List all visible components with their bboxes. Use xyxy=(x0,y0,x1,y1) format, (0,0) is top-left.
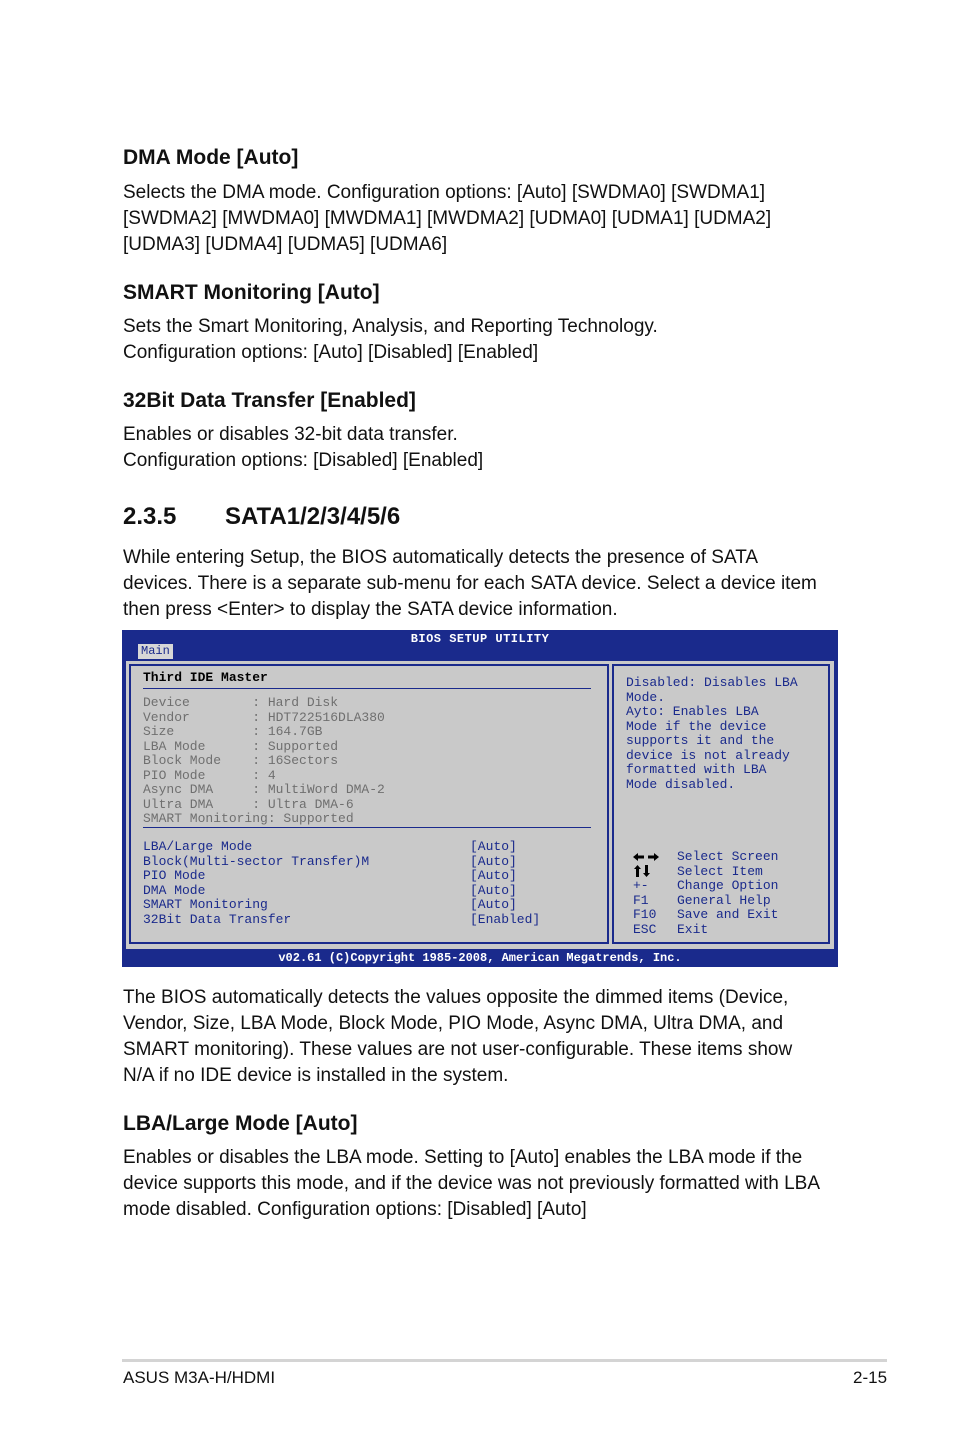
heading-title: SATA1/2/3/4/5/6 xyxy=(225,503,401,530)
help-line: supports it and the xyxy=(626,733,775,748)
text-line: [UDMA3] [UDMA4] [UDMA5] [UDMA6] xyxy=(123,234,448,255)
section-heading-sata xyxy=(123,503,400,531)
key-name: F10 xyxy=(633,907,657,922)
key-name: +- xyxy=(633,878,649,893)
setting-lba-large-mode[interactable]: LBA/Large Mode xyxy=(143,839,253,854)
key-action: Select Item xyxy=(677,863,763,879)
heading-number: 2.3.5 xyxy=(123,503,177,530)
help-line: Disabled: Disables LBA xyxy=(626,675,798,690)
setting-block-mode[interactable]: Block(Multi-sector Transfer)M xyxy=(143,853,370,869)
bios-screen xyxy=(122,630,838,967)
bios-body xyxy=(126,661,834,949)
setting-32bit-transfer[interactable]: 32Bit Data Transfer xyxy=(143,911,292,927)
text-line: The BIOS automatically detects the values opposite the dimmed items (Device, xyxy=(123,987,789,1008)
text-line: While entering Setup, the BIOS automatically detects the presence of SATA xyxy=(123,547,759,568)
section-title-32bit-transfer: 32Bit Data Transfer [Enabled] xyxy=(123,389,416,412)
panel-title: Third IDE Master xyxy=(143,670,268,685)
text-line: Enables or disables the LBA mode. Setting to [Auto] enables the LBA mode if the xyxy=(123,1147,803,1168)
setting-pio-mode[interactable]: PIO Mode xyxy=(143,868,206,883)
setting-smart-monitoring[interactable]: SMART Monitoring xyxy=(143,897,268,912)
left-right-arrows-icon xyxy=(633,852,659,862)
setting-value[interactable]: [Auto] xyxy=(470,853,517,869)
section-text-lba-mode xyxy=(123,1145,838,1223)
footer-rule xyxy=(122,1359,887,1362)
setting-dma-mode[interactable]: DMA Mode xyxy=(143,882,206,898)
up-down-arrows-icon xyxy=(634,865,650,877)
key-action: Select Screen xyxy=(677,849,779,864)
info-row-ultra-dma: Ultra DMA : Ultra DMA-6 xyxy=(143,796,354,812)
info-row-smart: SMART Monitoring: Supported xyxy=(143,811,354,826)
section-text-32bit-transfer xyxy=(123,422,838,474)
text-line: Configuration options: [Disabled] [Enabled] xyxy=(123,450,484,471)
section-title-lba-mode: LBA/Large Mode [Auto] xyxy=(123,1112,358,1135)
text-line: Configuration options: [Auto] [Disabled] [Enabled] xyxy=(123,342,539,363)
text-line: device supports this mode, and if the device was not previously formatted with LBA xyxy=(123,1173,821,1194)
info-row-device: Device : Hard Disk xyxy=(143,695,339,710)
text-line: devices. There is a separate sub-menu for each SATA device. Select a device item xyxy=(123,573,817,594)
text-line: SMART monitoring). These values are not user-configurable. These items show xyxy=(123,1039,793,1060)
info-row-vendor: Vendor : HDT722516DLA380 xyxy=(143,709,385,725)
info-row-pio-mode: PIO Mode : 4 xyxy=(143,767,276,783)
bios-help-pane xyxy=(612,664,830,944)
info-row-lba-mode: LBA Mode : Supported xyxy=(143,738,339,754)
help-line: Mode. xyxy=(626,689,666,705)
intro-paragraph xyxy=(123,545,838,623)
divider xyxy=(143,827,591,828)
section-text-smart-monitoring xyxy=(123,314,838,366)
key-action: Save and Exit xyxy=(677,907,779,922)
setting-value[interactable]: [Auto] xyxy=(470,882,517,898)
text-line: N/A if no IDE device is installed in the system. xyxy=(123,1065,509,1086)
key-action: Change Option xyxy=(677,878,779,893)
key-action: General Help xyxy=(677,892,771,908)
info-row-async-dma: Async DMA : MultiWord DMA-2 xyxy=(143,782,385,797)
text-line: Sets the Smart Monitoring, Analysis, and Reporting Technology. xyxy=(123,316,658,337)
section-title-smart-monitoring: SMART Monitoring [Auto] xyxy=(123,281,380,304)
info-row-block-mode: Block Mode : 16Sectors xyxy=(143,753,339,768)
section-text-dma-mode xyxy=(123,180,838,258)
setting-value[interactable]: [Enabled] xyxy=(470,911,541,927)
setting-value[interactable]: [Auto] xyxy=(470,897,517,912)
text-line: mode disabled. Configuration options: [Disabled] [Auto] xyxy=(123,1199,587,1220)
text-line: then press <Enter> to display the SATA device information. xyxy=(123,599,618,620)
after-paragraph xyxy=(123,985,838,1089)
tab-main[interactable]: Main xyxy=(138,644,173,659)
text-line: Enables or disables 32-bit data transfer. xyxy=(123,424,458,445)
help-line: Mode if the device xyxy=(626,718,767,734)
footer-page-number: 2-15 xyxy=(853,1368,888,1387)
info-row-size: Size : 164.7GB xyxy=(143,724,323,739)
bios-title: BIOS SETUP UTILITY xyxy=(410,632,550,646)
text-line: Vendor, Size, LBA Mode, Block Mode, PIO Mode, Async DMA, Ultra DMA, and xyxy=(123,1013,784,1034)
help-line: Ayto: Enables LBA xyxy=(626,704,759,719)
text-line: [SWDMA2] [MWDMA0] [MWDMA1] [MWDMA2] [UDMA0] [UDMA1] [UDMA2] xyxy=(123,208,772,229)
help-line: formatted with LBA xyxy=(626,762,767,777)
section-title-dma-mode: DMA Mode [Auto] xyxy=(123,146,299,169)
key-name: ESC xyxy=(633,921,657,937)
key-action: Exit xyxy=(677,921,709,937)
text-line: Selects the DMA mode. Configuration options: [Auto] [SWDMA0] [SWDMA1] xyxy=(123,182,766,203)
key-name: F1 xyxy=(633,892,649,908)
divider xyxy=(143,688,591,689)
setting-value[interactable]: [Auto] xyxy=(470,839,517,854)
setting-value[interactable]: [Auto] xyxy=(470,868,517,883)
bios-copyright: v02.61 (C)Copyright 1985-2008, American Megatrends, Inc. xyxy=(278,951,682,965)
help-line: Mode disabled. xyxy=(626,776,736,792)
help-line: device is not already xyxy=(626,747,790,763)
bios-left-pane xyxy=(129,664,609,944)
footer-product: ASUS M3A-H/HDMI xyxy=(123,1368,276,1387)
